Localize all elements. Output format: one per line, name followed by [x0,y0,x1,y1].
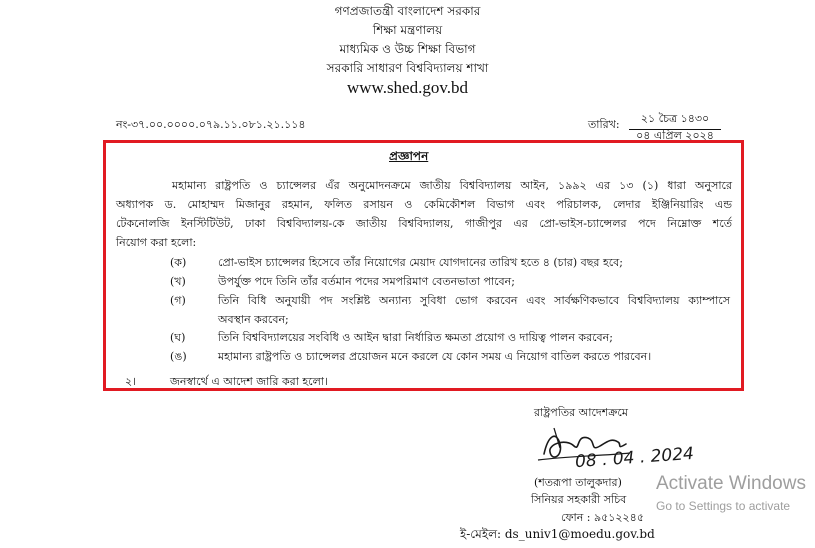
ministry-name: শিক্ষা মন্ত্রণালয় [372,23,443,37]
intro-line: মহামান্য রাষ্ট্রপতি ও চ্যান্সেলর এঁর অনুমোদনক্রমে জাতীয় বিশ্ববিদ্যালয় আইন, ১৯৯২ এর ১৩ (১) ধারা অনুসারে [172,179,732,192]
govt-title: গণপ্রজাতন্ত্রী বাংলাদেশ সরকার [334,4,481,18]
condition-text: তিনি বিশ্ববিদ্যালয়ের সংবিধি ও আইন দ্বারা নির্ধারিত ক্ষমতা প্রয়োগ ও দায়িত্ব পালন করবেন; [218,331,613,344]
item-text: জনস্বার্থে এ আদেশ জারি করা হলো। [170,375,328,388]
condition-text [218,291,730,329]
condition-marker: (গ) [170,294,186,307]
condition-text: উপর্যুক্ত পদে তিনি তাঁর বর্তমান পদের সমপরিমাণ বেতনভাতা পাবেন; [218,275,515,288]
condition-marker: (ক) [170,256,187,269]
condition-marker: (ঙ) [170,350,187,363]
email-address: ই-মেইল: ds_univ1@moedu.gov.bd [460,527,655,541]
condition-marker: (ঘ) [170,331,186,344]
watermark-subtitle: Go to Settings to activate [656,499,791,513]
watermark-title: Activate Windows [656,473,806,494]
intro-line: অধ্যাপক ড. মোহাম্মদ মিজানুর রহমান, ফলিত রসায়ন ও কেমিকৌশল বিভাগ এবং পরিচালক, লেদার ইঞ্জিনিয়ারিং এন্ড [116,198,732,211]
condition-text: মহামান্য রাষ্ট্রপতি ও চ্যান্সেলর প্রয়োজন মনে করলে যে কোন সময় এ নিয়োগ বাতিল করতে পারবেন। [218,350,652,363]
date-english: ০৪ এপ্রিল ২০২৪ [636,129,714,142]
condition-marker: (খ) [170,275,186,288]
condition-text: প্রো-ভাইস চ্যান্সেলর হিসেবে তাঁর নিয়োগের মেয়াদ যোগদানের তারিখ হতে ৪ (চার) বছর হবে; [218,256,623,269]
phone-number: ফোন : ৯৫১২২৪৫ [561,511,644,524]
memo-number: নং-৩৭.০০.০০০০.০৭৯.১১.০৮১.২১.১১৪ [116,118,306,131]
intro-line: নিয়োগ করা হলো: [116,236,197,249]
condition-line: অবস্থান করবেন; [218,313,289,326]
date-bangla: ২১ চৈত্র ১৪৩০ [629,110,721,130]
website-address: www.shed.gov.bd [346,78,469,97]
condition-line: তিনি বিধি অনুযায়ী পদ সংশ্লিষ্ট অন্যান্য সুবিধা ভোগ করবেন এবং সার্বক্ষণিকভাবে বিশ্ববিদ্যালয় ক্যাম্পাসে [218,294,730,307]
item-number: ২। [125,375,137,388]
notice-intro [116,176,732,252]
branch-name: সরকারি সাধারণ বিশ্ববিদ্যালয় শাখা [326,61,489,75]
signatory-designation: সিনিয়র সহকারী সচিব [531,493,627,506]
order-line: রাষ্ট্রপতির আদেশক্রমে [534,406,628,419]
intro-line: টেকনোলজি ইনস্টিটিউট, ঢাকা বিশ্ববিদ্যালয়-কে জাতীয় বিশ্ববিদ্যালয়, গাজীপুর এর প্রো-ভাইস-চ্যান্সেলর পদে নিম্নোক্ত শর্তে [116,217,732,230]
date-label: তারিখ: [588,118,620,131]
handwritten-date: 08 . 04 . 2024 [574,443,695,473]
signatory-name: (শতরূপা তালুকদার) [534,476,622,489]
division-name: মাধ্যমিক ও উচ্চ শিক্ষা বিভাগ [339,42,476,56]
notice-title: প্রজ্ঞাপন [389,149,429,163]
